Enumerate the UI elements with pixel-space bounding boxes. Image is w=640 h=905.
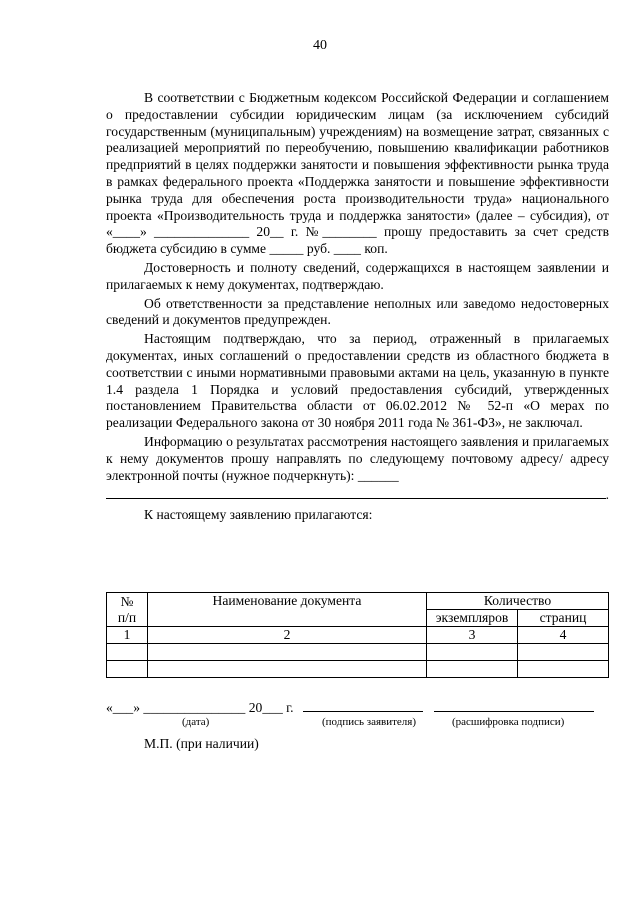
table-cell xyxy=(148,644,427,661)
index-cell: 2 xyxy=(148,627,427,644)
table-cell xyxy=(148,661,427,678)
application-body xyxy=(106,90,609,524)
table-cell xyxy=(107,661,148,678)
table-row xyxy=(107,661,609,678)
col-pages-header: страниц xyxy=(518,610,609,627)
page-number: 40 xyxy=(313,38,327,53)
paragraph-no-other-agreements: Настоящим подтверждаю, что за период, отраженный в прилагаемых документах, иных соглашений о предоставлении средств из областного бюджета в соответствии с иными нормативными правовыми актами на цель, указанную в пункте 1.4 раздела 1 Порядка и условий предоставления субсидий, утвержденных постановлением Правительства области от 06.02.2012 № 52-п «О мерах по реализации Федерального закона от 30 ноября 2011 года № 361-ФЗ», не заключал. xyxy=(106,331,609,431)
table-row xyxy=(107,644,609,661)
caption-signature: (подпись заявителя) xyxy=(322,716,417,728)
year-blank: ___ xyxy=(262,700,283,715)
table-index-row xyxy=(107,627,609,644)
address-line xyxy=(106,486,609,503)
table-cell xyxy=(107,644,148,661)
table-header-row xyxy=(107,593,609,610)
stamp-place: М.П. (при наличии) xyxy=(144,736,259,751)
address-line-end: . xyxy=(605,486,609,502)
col-quantity-header: Количество xyxy=(427,593,609,610)
col-copies-header: экземпляров xyxy=(427,610,518,627)
index-cell: 4 xyxy=(518,627,609,644)
paragraph-confirmation: Достоверность и полноту сведений, содержащихся в настоящем заявлении и прилагаемых к нему документах, подтверждаю. xyxy=(106,259,609,292)
table-cell xyxy=(427,644,518,661)
decoding-line xyxy=(434,710,594,712)
attachments-heading: К настоящему заявлению прилагаются: xyxy=(144,507,373,523)
paragraph-subsidy-request: В соответствии с Бюджетным кодексом Российской Федерации и соглашением о предоставлении субсидии юридическим лицам (за исключением субсидий государственным (муниципальным) учреждениям) на возмещение затрат, связанных с реализацией мероприятий по переобучению, повышению квалификации работников предприятий в целях поддержки занятости и повышения эффективности рынка труда в рамках федерального проекта «Поддержка занятости и повышение эффективности рынка труда для обеспечения роста производительности труда» национального проекта «Производительность труда и поддержка занятости» (далее – субсидия), от «____» ______________ 20__ г. №________ прошу предоставить за счет средств бюджета субсидию в сумме _____ руб. ____ коп. xyxy=(106,90,609,257)
index-cell: 1 xyxy=(107,627,148,644)
col-number-top: № xyxy=(120,593,134,609)
caption-date: (дата) xyxy=(182,716,210,728)
index-cell: 3 xyxy=(427,627,518,644)
table-cell xyxy=(518,644,609,661)
year-prefix: 20 xyxy=(248,700,263,715)
col-number-header xyxy=(107,593,148,627)
paragraph-address: Информацию о результатах рассмотрения настоящего заявления и прилагаемых к нему документов прошу направлять по следующему почтовому адресу/ адресу электронной почты (нужное подчеркнуть): ______ xyxy=(106,433,609,483)
table-cell xyxy=(518,661,609,678)
attachments-table xyxy=(106,592,609,678)
signature-row xyxy=(106,700,609,716)
address-blank-line xyxy=(106,486,606,499)
paragraph-liability: Об ответственности за представление неполных или заведомо недостоверных сведений и документов предупрежден. xyxy=(106,295,609,328)
col-number-bottom: п/п xyxy=(117,609,137,625)
caption-decoding: (расшифровка подписи) xyxy=(452,716,565,728)
col-name-header: Наименование документа xyxy=(148,593,427,627)
date-month-blank: _______________ xyxy=(143,700,246,715)
date-day: «___» xyxy=(106,700,140,715)
signature-line xyxy=(303,710,423,712)
table-cell xyxy=(427,661,518,678)
year-suffix: г. xyxy=(286,700,294,715)
